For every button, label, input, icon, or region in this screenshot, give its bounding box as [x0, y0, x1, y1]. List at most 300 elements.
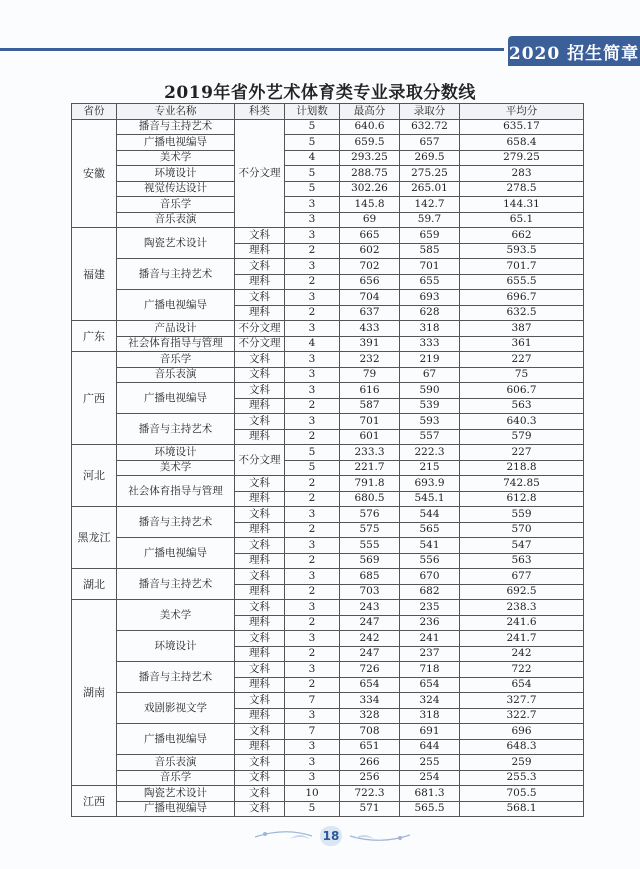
major-cell: 播音与主持艺术	[117, 662, 235, 693]
plan-cell: 3	[285, 228, 340, 244]
admit-cell: 691	[400, 724, 460, 740]
plan-cell: 3	[285, 538, 340, 554]
max-cell: 247	[340, 646, 400, 662]
table-row	[72, 321, 584, 337]
category-cell: 理科	[235, 646, 285, 662]
max-cell: 704	[340, 290, 400, 306]
table-row	[72, 150, 584, 166]
table-row	[72, 507, 584, 523]
max-cell: 288.75	[340, 166, 400, 182]
avg-cell: 579	[460, 429, 584, 445]
max-cell: 233.3	[340, 445, 400, 461]
max-cell: 656	[340, 274, 400, 290]
plan-cell: 2	[285, 274, 340, 290]
category-cell: 不分文理	[235, 445, 285, 476]
avg-cell: 640.3	[460, 414, 584, 430]
plan-cell: 3	[285, 197, 340, 213]
max-cell: 433	[340, 321, 400, 337]
major-cell: 广播电视编导	[117, 724, 235, 755]
header-major: 专业名称	[117, 104, 235, 120]
category-cell: 文科	[235, 367, 285, 383]
plan-cell: 5	[285, 166, 340, 182]
plan-cell: 7	[285, 724, 340, 740]
plan-cell: 3	[285, 662, 340, 678]
major-cell: 美术学	[117, 600, 235, 631]
table-row	[72, 228, 584, 244]
max-cell: 266	[340, 755, 400, 771]
plan-cell: 7	[285, 693, 340, 709]
avg-cell: 722	[460, 662, 584, 678]
province-cell: 广东	[72, 321, 117, 352]
table-row	[72, 414, 584, 430]
category-cell: 理科	[235, 739, 285, 755]
max-cell: 391	[340, 336, 400, 352]
plan-cell: 2	[285, 522, 340, 538]
plan-cell: 2	[285, 584, 340, 600]
plan-cell: 2	[285, 491, 340, 507]
table-row	[72, 166, 584, 182]
admit-cell: 557	[400, 429, 460, 445]
admit-cell: 241	[400, 631, 460, 647]
plan-cell: 5	[285, 801, 340, 817]
header-max: 最高分	[340, 104, 400, 120]
avg-cell: 361	[460, 336, 584, 352]
plan-cell: 3	[285, 212, 340, 228]
table-row	[72, 693, 584, 709]
plan-cell: 3	[285, 755, 340, 771]
max-cell: 665	[340, 228, 400, 244]
admit-cell: 333	[400, 336, 460, 352]
table-row	[72, 600, 584, 616]
province-cell: 江西	[72, 786, 117, 817]
avg-cell: 593.5	[460, 243, 584, 259]
header-avg: 平均分	[460, 104, 584, 120]
category-cell: 不分文理	[235, 119, 285, 228]
header-province: 省份	[72, 104, 117, 120]
category-cell: 文科	[235, 228, 285, 244]
avg-cell: 696	[460, 724, 584, 740]
admit-cell: 275.25	[400, 166, 460, 182]
table-row	[72, 569, 584, 585]
avg-cell: 279.25	[460, 150, 584, 166]
plan-cell: 5	[285, 181, 340, 197]
major-cell: 音乐表演	[117, 212, 235, 228]
max-cell: 221.7	[340, 460, 400, 476]
admit-cell: 235	[400, 600, 460, 616]
max-cell: 328	[340, 708, 400, 724]
major-cell: 产品设计	[117, 321, 235, 337]
header-category: 科类	[235, 104, 285, 120]
admit-cell: 682	[400, 584, 460, 600]
avg-cell: 635.17	[460, 119, 584, 135]
category-cell: 文科	[235, 770, 285, 786]
province-cell: 福建	[72, 228, 117, 321]
category-cell: 不分文理	[235, 336, 285, 352]
admit-cell: 681.3	[400, 786, 460, 802]
major-cell: 戏剧影视文学	[117, 693, 235, 724]
major-cell: 播音与主持艺术	[117, 414, 235, 445]
admit-cell: 556	[400, 553, 460, 569]
max-cell: 575	[340, 522, 400, 538]
max-cell: 232	[340, 352, 400, 368]
major-cell: 环境设计	[117, 631, 235, 662]
category-cell: 不分文理	[235, 321, 285, 337]
avg-cell: 144.31	[460, 197, 584, 213]
avg-cell: 654	[460, 677, 584, 693]
category-cell: 文科	[235, 290, 285, 306]
avg-cell: 241.6	[460, 615, 584, 631]
max-cell: 702	[340, 259, 400, 275]
admit-cell: 718	[400, 662, 460, 678]
province-cell: 湖南	[72, 600, 117, 786]
plan-cell: 5	[285, 460, 340, 476]
major-cell: 陶瓷艺术设计	[117, 228, 235, 259]
header-admit: 录取分	[400, 104, 460, 120]
admit-cell: 670	[400, 569, 460, 585]
major-cell: 音乐学	[117, 770, 235, 786]
major-cell: 播音与主持艺术	[117, 507, 235, 538]
max-cell: 659.5	[340, 135, 400, 151]
category-cell: 文科	[235, 786, 285, 802]
max-cell: 293.25	[340, 150, 400, 166]
admit-cell: 265.01	[400, 181, 460, 197]
avg-cell: 283	[460, 166, 584, 182]
category-cell: 文科	[235, 383, 285, 399]
category-cell: 文科	[235, 569, 285, 585]
table-row	[72, 445, 584, 461]
plan-cell: 2	[285, 553, 340, 569]
avg-cell: 227	[460, 445, 584, 461]
plan-cell: 2	[285, 615, 340, 631]
max-cell: 602	[340, 243, 400, 259]
max-cell: 654	[340, 677, 400, 693]
avg-cell: 227	[460, 352, 584, 368]
table-row	[72, 119, 584, 135]
table-row	[72, 383, 584, 399]
max-cell: 703	[340, 584, 400, 600]
admit-cell: 324	[400, 693, 460, 709]
admit-cell: 693.9	[400, 476, 460, 492]
admit-cell: 693	[400, 290, 460, 306]
plan-cell: 4	[285, 150, 340, 166]
plan-cell: 3	[285, 383, 340, 399]
avg-cell: 570	[460, 522, 584, 538]
major-cell: 播音与主持艺术	[117, 569, 235, 600]
admit-cell: 59.7	[400, 212, 460, 228]
admit-cell: 219	[400, 352, 460, 368]
admit-cell: 628	[400, 305, 460, 321]
avg-cell: 701.7	[460, 259, 584, 275]
category-cell: 文科	[235, 600, 285, 616]
table-row	[72, 259, 584, 275]
admit-cell: 590	[400, 383, 460, 399]
category-cell: 文科	[235, 538, 285, 554]
score-table	[71, 103, 584, 817]
max-cell: 587	[340, 398, 400, 414]
plan-cell: 5	[285, 445, 340, 461]
plan-cell: 2	[285, 646, 340, 662]
table-row	[72, 724, 584, 740]
category-cell: 理科	[235, 708, 285, 724]
major-cell: 环境设计	[117, 445, 235, 461]
table-row	[72, 197, 584, 213]
max-cell: 701	[340, 414, 400, 430]
max-cell: 708	[340, 724, 400, 740]
category-cell: 理科	[235, 491, 285, 507]
major-cell: 播音与主持艺术	[117, 259, 235, 290]
plan-cell: 10	[285, 786, 340, 802]
province-cell: 河北	[72, 445, 117, 507]
max-cell: 616	[340, 383, 400, 399]
category-cell: 文科	[235, 259, 285, 275]
table-row	[72, 662, 584, 678]
avg-cell: 218.8	[460, 460, 584, 476]
avg-cell: 606.7	[460, 383, 584, 399]
admit-cell: 632.72	[400, 119, 460, 135]
avg-cell: 655.5	[460, 274, 584, 290]
table-row	[72, 212, 584, 228]
max-cell: 637	[340, 305, 400, 321]
max-cell: 79	[340, 367, 400, 383]
category-cell: 理科	[235, 584, 285, 600]
max-cell: 722.3	[340, 786, 400, 802]
max-cell: 555	[340, 538, 400, 554]
province-cell: 安徽	[72, 119, 117, 228]
max-cell: 791.8	[340, 476, 400, 492]
major-cell: 美术学	[117, 460, 235, 476]
admit-cell: 539	[400, 398, 460, 414]
category-cell: 文科	[235, 414, 285, 430]
page-number: 18	[320, 826, 342, 846]
category-cell: 文科	[235, 801, 285, 817]
category-cell: 理科	[235, 429, 285, 445]
category-cell: 文科	[235, 631, 285, 647]
max-cell: 69	[340, 212, 400, 228]
max-cell: 651	[340, 739, 400, 755]
table-row	[72, 352, 584, 368]
avg-cell: 696.7	[460, 290, 584, 306]
category-cell: 文科	[235, 476, 285, 492]
province-cell: 广西	[72, 352, 117, 445]
major-cell: 广播电视编导	[117, 135, 235, 151]
admit-cell: 541	[400, 538, 460, 554]
major-cell: 音乐表演	[117, 755, 235, 771]
admit-cell: 237	[400, 646, 460, 662]
avg-cell: 662	[460, 228, 584, 244]
admit-cell: 254	[400, 770, 460, 786]
major-cell: 广播电视编导	[117, 538, 235, 569]
admit-cell: 593	[400, 414, 460, 430]
table-row	[72, 336, 584, 352]
admit-cell: 655	[400, 274, 460, 290]
category-cell: 理科	[235, 615, 285, 631]
plan-cell: 4	[285, 336, 340, 352]
admit-cell: 142.7	[400, 197, 460, 213]
category-cell: 理科	[235, 243, 285, 259]
plan-cell: 3	[285, 600, 340, 616]
avg-cell: 563	[460, 398, 584, 414]
avg-cell: 648.3	[460, 739, 584, 755]
table-row	[72, 631, 584, 647]
major-cell: 社会体育指导与管理	[117, 336, 235, 352]
avg-cell: 65.1	[460, 212, 584, 228]
avg-cell: 259	[460, 755, 584, 771]
plan-cell: 3	[285, 367, 340, 383]
major-cell: 播音与主持艺术	[117, 119, 235, 135]
category-cell: 理科	[235, 305, 285, 321]
plan-cell: 2	[285, 398, 340, 414]
admit-cell: 565	[400, 522, 460, 538]
category-cell: 理科	[235, 274, 285, 290]
province-cell: 湖北	[72, 569, 117, 600]
table-row	[72, 755, 584, 771]
plan-cell: 2	[285, 677, 340, 693]
table-header-row	[72, 104, 584, 120]
max-cell: 145.8	[340, 197, 400, 213]
admit-cell: 654	[400, 677, 460, 693]
avg-cell: 677	[460, 569, 584, 585]
admit-cell: 701	[400, 259, 460, 275]
max-cell: 726	[340, 662, 400, 678]
plan-cell: 3	[285, 290, 340, 306]
table-row	[72, 181, 584, 197]
major-cell: 音乐学	[117, 197, 235, 213]
admit-cell: 269.5	[400, 150, 460, 166]
admit-cell: 236	[400, 615, 460, 631]
avg-cell: 238.3	[460, 600, 584, 616]
admit-cell: 318	[400, 321, 460, 337]
avg-cell: 322.7	[460, 708, 584, 724]
avg-cell: 278.5	[460, 181, 584, 197]
plan-cell: 3	[285, 739, 340, 755]
major-cell: 美术学	[117, 150, 235, 166]
plan-cell: 2	[285, 476, 340, 492]
page-title: 2019年省外艺术体育类专业录取分数线	[164, 83, 476, 103]
avg-cell: 241.7	[460, 631, 584, 647]
admit-cell: 544	[400, 507, 460, 523]
category-cell: 理科	[235, 677, 285, 693]
plan-cell: 3	[285, 631, 340, 647]
max-cell: 576	[340, 507, 400, 523]
category-cell: 文科	[235, 662, 285, 678]
max-cell: 302.26	[340, 181, 400, 197]
major-cell: 视觉传达设计	[117, 181, 235, 197]
avg-cell: 255.3	[460, 770, 584, 786]
table-row	[72, 135, 584, 151]
avg-cell: 705.5	[460, 786, 584, 802]
avg-cell: 559	[460, 507, 584, 523]
admit-cell: 255	[400, 755, 460, 771]
category-cell: 文科	[235, 693, 285, 709]
max-cell: 569	[340, 553, 400, 569]
category-cell: 文科	[235, 755, 285, 771]
major-cell: 广播电视编导	[117, 801, 235, 817]
avg-cell: 75	[460, 367, 584, 383]
plan-cell: 2	[285, 429, 340, 445]
admit-cell: 644	[400, 739, 460, 755]
header-rule	[0, 48, 504, 51]
avg-cell: 327.7	[460, 693, 584, 709]
plan-cell: 2	[285, 305, 340, 321]
admit-cell: 585	[400, 243, 460, 259]
table-row	[72, 290, 584, 306]
avg-cell: 242	[460, 646, 584, 662]
max-cell: 243	[340, 600, 400, 616]
avg-cell: 658.4	[460, 135, 584, 151]
admit-cell: 545.1	[400, 491, 460, 507]
admit-cell: 659	[400, 228, 460, 244]
category-cell: 文科	[235, 507, 285, 523]
avg-cell: 563	[460, 553, 584, 569]
table-row	[72, 538, 584, 554]
table-row	[72, 367, 584, 383]
category-cell: 文科	[235, 352, 285, 368]
major-cell: 音乐表演	[117, 367, 235, 383]
admit-cell: 222.3	[400, 445, 460, 461]
table-row	[72, 786, 584, 802]
category-cell: 理科	[235, 553, 285, 569]
table-row	[72, 770, 584, 786]
plan-cell: 3	[285, 569, 340, 585]
major-cell: 陶瓷艺术设计	[117, 786, 235, 802]
plan-cell: 3	[285, 414, 340, 430]
admit-cell: 67	[400, 367, 460, 383]
plan-cell: 5	[285, 135, 340, 151]
avg-cell: 387	[460, 321, 584, 337]
major-cell: 广播电视编导	[117, 290, 235, 321]
major-cell: 社会体育指导与管理	[117, 476, 235, 507]
avg-cell: 742.85	[460, 476, 584, 492]
avg-cell: 632.5	[460, 305, 584, 321]
plan-cell: 3	[285, 770, 340, 786]
max-cell: 640.6	[340, 119, 400, 135]
avg-cell: 568.1	[460, 801, 584, 817]
max-cell: 571	[340, 801, 400, 817]
max-cell: 247	[340, 615, 400, 631]
admit-cell: 215	[400, 460, 460, 476]
max-cell: 601	[340, 429, 400, 445]
category-cell: 理科	[235, 522, 285, 538]
plan-cell: 2	[285, 243, 340, 259]
admit-cell: 318	[400, 708, 460, 724]
category-cell: 理科	[235, 398, 285, 414]
avg-cell: 692.5	[460, 584, 584, 600]
category-cell: 文科	[235, 724, 285, 740]
province-cell: 黑龙江	[72, 507, 117, 569]
avg-cell: 612.8	[460, 491, 584, 507]
table-row	[72, 460, 584, 476]
plan-cell: 3	[285, 321, 340, 337]
admit-cell: 565.5	[400, 801, 460, 817]
max-cell: 256	[340, 770, 400, 786]
major-cell: 音乐学	[117, 352, 235, 368]
plan-cell: 5	[285, 119, 340, 135]
table-row	[72, 476, 584, 492]
major-cell: 广播电视编导	[117, 383, 235, 414]
max-cell: 334	[340, 693, 400, 709]
admit-cell: 657	[400, 135, 460, 151]
plan-cell: 3	[285, 708, 340, 724]
plan-cell: 3	[285, 352, 340, 368]
max-cell: 680.5	[340, 491, 400, 507]
header-plan: 计划数	[285, 104, 340, 120]
plan-cell: 3	[285, 507, 340, 523]
max-cell: 685	[340, 569, 400, 585]
avg-cell: 547	[460, 538, 584, 554]
plan-cell: 3	[285, 259, 340, 275]
table-row	[72, 801, 584, 817]
admission-guide-badge: 2020 招生简章	[508, 36, 640, 66]
